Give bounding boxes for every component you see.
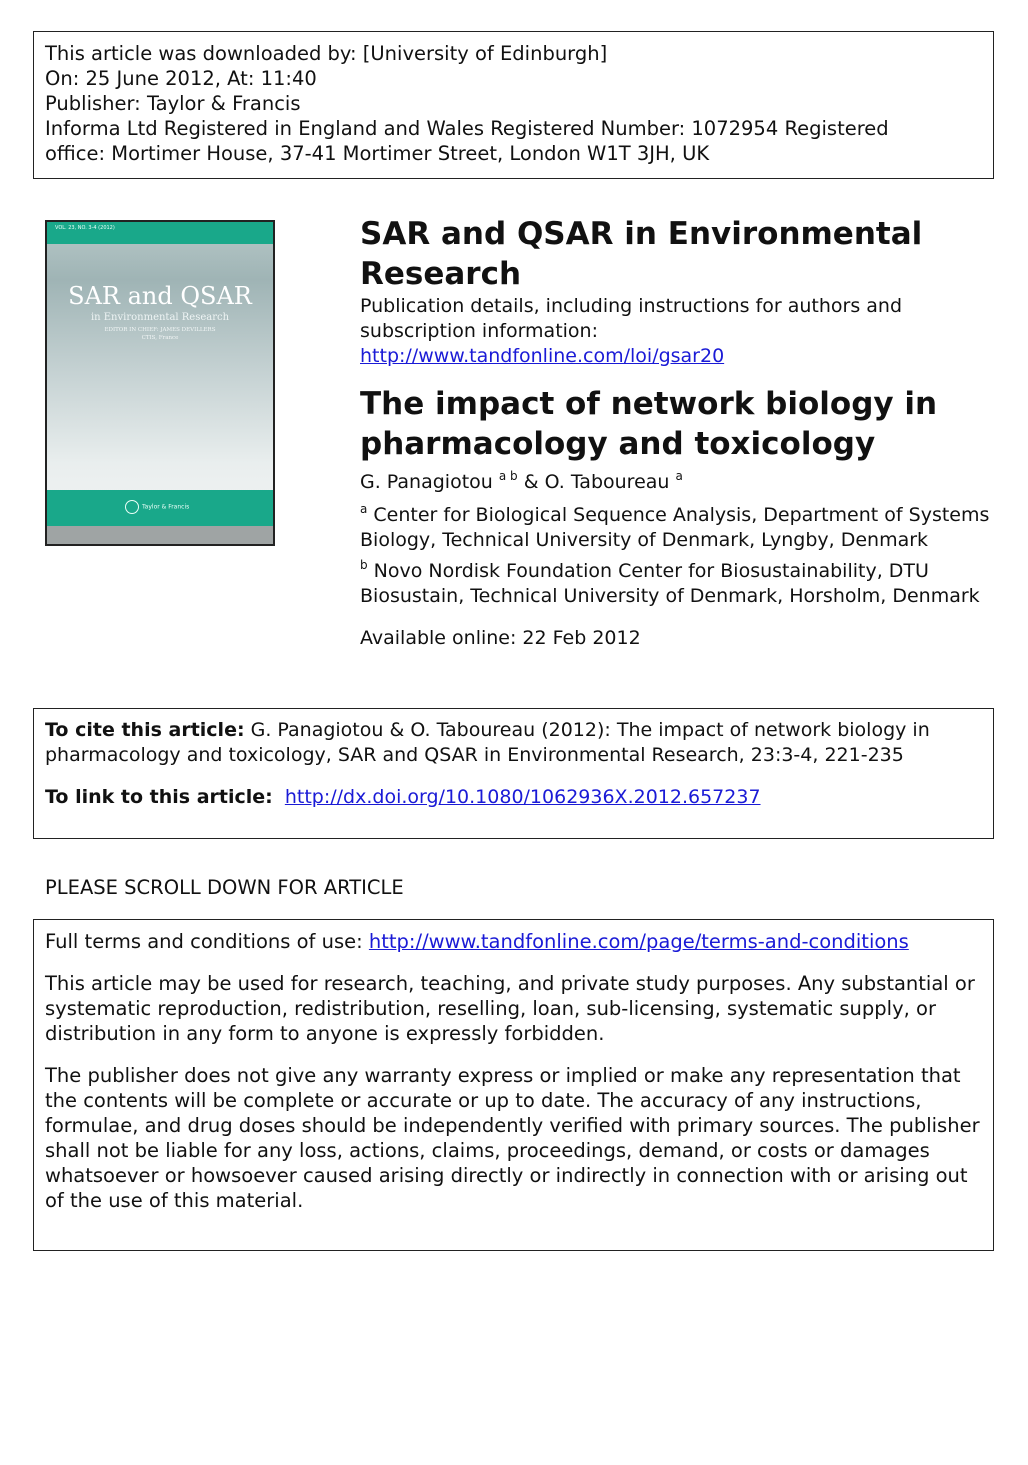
link-paragraph (45, 785, 982, 810)
journal-url-link[interactable]: http://www.tandfonline.com/loi/gsar20 (360, 345, 725, 367)
download-notice-box (33, 31, 994, 179)
affiliation-text: Center for Biological Sequence Analysis, Department of Systems Biology, Technical University of Denmark, Lyngby, Denmark (360, 504, 990, 551)
author-separator: & (517, 471, 545, 493)
author-name: O. Taboureau (544, 471, 670, 493)
doi-link[interactable]: http://dx.doi.org/10.1080/1062936X.2012.657237 (284, 786, 761, 808)
cover-editor-line: CTIS, France (141, 335, 179, 341)
cover-bottom-band (47, 490, 273, 526)
author-affiliation-marks: a b (498, 469, 518, 483)
affiliation-a (360, 503, 1000, 553)
cover-editor-line: EDITOR IN CHIEF: JAMES DEVILLERS (104, 327, 216, 333)
journal-title: SAR and QSAR in Environmental Research (360, 216, 923, 292)
cover-volume-text: VOL. 23, NO. 3-4 (2012) (55, 225, 115, 231)
download-notice-line: Informa Ltd Registered in England and Wales Registered Number: 1072954 Registered (45, 117, 889, 140)
download-notice-line: This article was downloaded by: [University of Edinburgh] (45, 42, 608, 65)
affiliation-b (360, 559, 1000, 609)
citation-box (33, 708, 994, 839)
download-notice-line: On: 25 June 2012, At: 11:40 (45, 67, 317, 90)
affiliation-mark: a (360, 502, 368, 516)
cover-top-band (47, 222, 273, 244)
authors-line (360, 470, 683, 495)
cite-label: To cite this article: (45, 719, 245, 741)
publication-details (360, 294, 980, 369)
cover-subtitle: in Environmental Research (90, 312, 230, 323)
terms-paragraph: The publisher does not give any warranty express or implied or make any representation that the contents will be complete or accurate or up to date. The accuracy of any instructions, formulae, and drug doses should be independently verified with primary sources. The publisher shall not be liable for any loss, actions, claims, proceedings, demand, or costs or damages whatsoever or howsoever caused arising directly or indirectly in connection with or arising out of the use of this material. (45, 1064, 980, 1212)
terms-link-paragraph (45, 929, 982, 954)
publisher-logo-icon (125, 500, 139, 514)
cover-title: SAR and QSAR (68, 282, 252, 310)
terms-label: Full terms and conditions of use: (45, 930, 363, 953)
cite-paragraph (45, 718, 982, 768)
cover-editor (47, 326, 273, 342)
terms-paragraph: This article may be used for research, teaching, and private study purposes. Any substantial or systematic reproduction, redistribution, reselling, loan, sub-licensing, systematic supply, or distribution in any form to anyone is expressly forbidden. (45, 972, 975, 1045)
cover-footer (47, 526, 273, 544)
link-label: To link to this article: (45, 786, 273, 808)
publisher-logo (125, 500, 189, 514)
author-name: G. Panagiotou (360, 471, 493, 493)
cite-text: G. Panagiotou & O. Taboureau (2012): The impact of network biology in pharmacology and toxicology, SAR and QSAR in Environmental Research, 23:3-4, 221-235 (45, 719, 930, 766)
affiliation-text: Novo Nordisk Foundation Center for Biosustainability, DTU Biosustain, Technical University of Denmark, Horsholm, Denmark (360, 560, 980, 607)
download-notice-line: Publisher: Taylor & Francis (45, 92, 301, 115)
journal-cover-image (45, 220, 275, 546)
terms-link[interactable]: http://www.tandfonline.com/page/terms-and-conditions (368, 930, 909, 953)
publisher-logo-text: Taylor & Francis (142, 503, 190, 511)
available-online: Available online: 22 Feb 2012 (360, 627, 641, 649)
affiliation-mark: b (360, 558, 368, 572)
terms-box (33, 919, 994, 1251)
publication-details-text: Publication details, including instructions for authors and subscription information: (360, 295, 903, 342)
author-affiliation-marks: a (675, 469, 683, 483)
download-notice-line: office: Mortimer House, 37-41 Mortimer Street, London W1T 3JH, UK (45, 142, 710, 165)
article-title: The impact of network biology in pharmacology and toxicology (360, 386, 938, 462)
scroll-notice: PLEASE SCROLL DOWN FOR ARTICLE (45, 876, 404, 899)
